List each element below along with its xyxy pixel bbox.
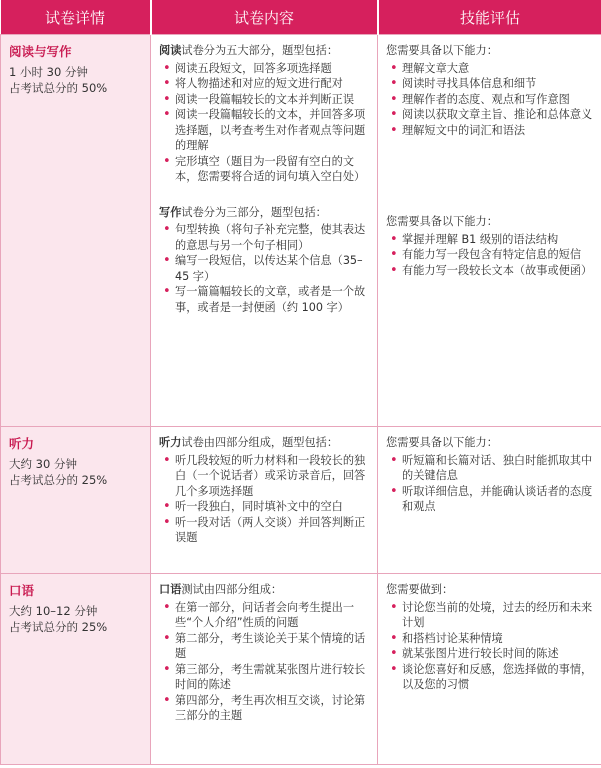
list-item	[159, 222, 371, 253]
content-lead-text: 测试由四部分组成：	[181, 583, 283, 596]
content-lead	[159, 43, 371, 59]
list-item	[386, 61, 595, 77]
bullet-icon: •	[163, 452, 171, 468]
list-item-text: 第三部分，考生需就某张图片进行较长时间的陈述	[175, 662, 366, 691]
section-content	[151, 574, 378, 765]
bullet-icon: •	[390, 60, 398, 76]
list-item-text: 写一篇篇幅较长的文章，或者是一个故事，或者是一封便函（约 100 字）	[175, 285, 366, 314]
skills-list	[386, 600, 595, 693]
content-list	[159, 222, 371, 315]
section-title: 阅读与写作	[9, 44, 72, 59]
header-details: 试卷详情	[1, 0, 151, 35]
bullet-icon: •	[390, 91, 398, 107]
section-info-line: 占考试总分的 50%	[9, 80, 108, 95]
list-item-text: 就某张图片进行较长时间的陈述	[402, 647, 559, 660]
bullet-icon: •	[163, 284, 171, 299]
list-item	[159, 154, 371, 185]
list-item	[386, 600, 595, 631]
list-item-text: 编写一段短信，以传达某个信息（35–45 字）	[175, 254, 363, 283]
section-info-line: 1 小时 30 分钟	[9, 64, 88, 79]
skills-list	[386, 232, 595, 279]
list-item	[159, 92, 371, 108]
content-list	[159, 453, 371, 546]
section-info-line: 占考试总分的 25%	[9, 472, 108, 487]
content-lead	[159, 435, 371, 451]
section-content	[151, 427, 378, 574]
bullet-icon: •	[163, 692, 171, 708]
section-info-line: 大约 30 分钟	[9, 456, 77, 471]
bullet-icon: •	[390, 452, 398, 468]
bullet-icon: •	[390, 247, 398, 262]
list-item-text: 听短篇和长篇对话、独白时能抓取其中的关键信息	[402, 453, 593, 482]
content-list	[159, 600, 371, 724]
list-item-text: 阅读时寻找具体信息和细节	[402, 77, 537, 90]
list-item	[386, 107, 595, 123]
list-item	[386, 263, 595, 279]
section-row	[1, 574, 601, 765]
list-item	[159, 499, 371, 515]
section-info-line: 大约 10–12 分钟	[9, 603, 98, 618]
list-item-text: 讨论您当前的处境，过去的经历和未来计划	[402, 600, 593, 629]
list-item-text: 阅读一段篇幅较长的文本，并回答多项选择题，以考查考生对作者观点等问题的理解	[175, 108, 366, 152]
list-item	[386, 646, 595, 662]
list-item-text: 阅读以获取文章主旨、推论和总体意义	[402, 108, 593, 121]
header-row	[1, 0, 601, 35]
section-details	[1, 427, 151, 574]
list-item-text: 听一段独白，同时填补文中的空白	[175, 500, 343, 513]
section-content	[151, 35, 378, 427]
bullet-icon: •	[163, 661, 171, 677]
content-lead-text: 试卷由四部分组成，题型包括：	[181, 436, 339, 449]
list-item-text: 第二部分，考生谈论关于某个情境的话题	[175, 631, 366, 660]
list-item	[159, 76, 371, 92]
content-lead	[159, 582, 371, 598]
content-lead-text: 试卷分为三部分，题型包括：	[181, 205, 327, 219]
list-item	[159, 631, 371, 662]
list-item-text: 阅读一段篇幅较长的文本并判断正误	[175, 92, 355, 106]
section-title: 听力	[9, 436, 35, 451]
list-item-text: 听一段对话（两人交谈）并回答判断正误题	[175, 515, 366, 544]
list-item	[159, 662, 371, 693]
section-skills	[378, 427, 601, 574]
header-content: 试卷内容	[151, 0, 378, 35]
content-lead-keyword: 阅读	[159, 44, 182, 57]
bullet-icon: •	[163, 76, 171, 91]
bullet-icon: •	[163, 60, 171, 76]
list-item	[386, 232, 595, 248]
list-item	[386, 484, 595, 515]
section-details	[1, 574, 151, 765]
content-list	[159, 61, 371, 185]
skills-intro: 您需要具备以下能力：	[386, 44, 498, 57]
content-lead-keyword: 口语	[159, 583, 182, 596]
list-item	[159, 453, 371, 500]
list-item	[159, 253, 371, 284]
list-item-text: 理解文章大意	[402, 61, 470, 75]
section-details	[1, 35, 151, 427]
list-item-text: 在第一部分，问话者会向考生提出一些“个人介绍”性质的问题	[175, 600, 355, 629]
skills-list	[386, 453, 595, 515]
list-item	[159, 693, 371, 724]
bullet-icon: •	[163, 499, 171, 514]
list-item	[159, 61, 371, 77]
bullet-icon: •	[163, 253, 171, 268]
skills-intro: 您需要具备以下能力：	[386, 436, 498, 449]
section-row	[1, 35, 601, 427]
list-item-text: 有能力写一段较长文本（故事或便函）	[402, 263, 593, 277]
list-item-text: 第四部分，考生再次相互交谈，讨论第三部分的主题	[175, 693, 366, 722]
skills-intro: 您需要具备以下能力：	[386, 215, 498, 228]
content-lead	[159, 205, 371, 221]
bullet-icon: •	[163, 107, 171, 122]
skills-list	[386, 61, 595, 139]
list-item-text: 听取详细信息，并能确认谈话者的态度和观点	[402, 484, 593, 513]
content-lead-text: 试卷分为五大部分，题型包括：	[181, 44, 339, 57]
bullet-icon: •	[163, 514, 171, 530]
bullet-icon: •	[390, 122, 398, 138]
list-item	[159, 284, 371, 315]
list-item-text: 理解短文中的词汇和语法	[402, 123, 526, 137]
list-item	[386, 123, 595, 139]
list-item-text: 阅读五段短文，回答多项选择题	[175, 61, 332, 75]
bullet-icon: •	[390, 107, 398, 122]
bullet-icon: •	[390, 630, 398, 646]
bullet-icon: •	[163, 599, 171, 615]
bullet-icon: •	[390, 483, 398, 499]
list-item-text: 听几段较短的听力材料和一段较长的独白（一个说话者）或采访录音后，回答几个多项选择题	[175, 453, 366, 498]
list-item-text: 理解作者的态度、观点和写作意图	[402, 92, 570, 106]
list-item-text: 将人物描述和对应的短文进行配对	[175, 77, 343, 90]
list-item	[386, 247, 595, 263]
bullet-icon: •	[163, 153, 171, 169]
list-item-text: 完形填空（题目为一段留有空白的文本，您需要将合适的词句填入空白处）	[175, 154, 366, 183]
bullet-icon: •	[163, 91, 171, 107]
section-info-line: 占考试总分的 25%	[9, 619, 108, 634]
bullet-icon: •	[390, 646, 398, 661]
list-item-text: 有能力写一段包含有特定信息的短信	[402, 248, 582, 261]
list-item	[386, 76, 595, 92]
bullet-icon: •	[390, 262, 398, 278]
list-item	[386, 631, 595, 647]
section-row	[1, 427, 601, 574]
list-item-text: 和搭档讨论某种情境	[402, 631, 503, 645]
list-item-text: 掌握并理解 B1 级别的语法结构	[402, 232, 559, 246]
skills-intro: 您需要做到：	[386, 583, 454, 596]
list-item	[386, 92, 595, 108]
header-skills: 技能评估	[378, 0, 601, 35]
bullet-icon: •	[163, 222, 171, 237]
list-item	[386, 453, 595, 484]
list-item	[386, 662, 595, 693]
list-item-text: 句型转换（将句子补充完整，使其表达的意思与另一个句子相同）	[175, 223, 366, 252]
list-item	[159, 600, 371, 631]
bullet-icon: •	[390, 76, 398, 91]
content-lead-keyword: 听力	[159, 436, 182, 449]
content-lead-keyword: 写作	[159, 205, 182, 219]
bullet-icon: •	[390, 661, 398, 677]
list-item-text: 谈论您喜好和反感，您选择做的事情，以及您的习惯	[402, 662, 593, 691]
list-item	[159, 515, 371, 546]
list-item	[159, 107, 371, 154]
bullet-icon: •	[390, 231, 398, 247]
section-skills	[378, 574, 601, 765]
section-title: 口语	[9, 583, 35, 598]
bullet-icon: •	[390, 599, 398, 615]
bullet-icon: •	[163, 630, 171, 646]
section-skills	[378, 35, 601, 427]
